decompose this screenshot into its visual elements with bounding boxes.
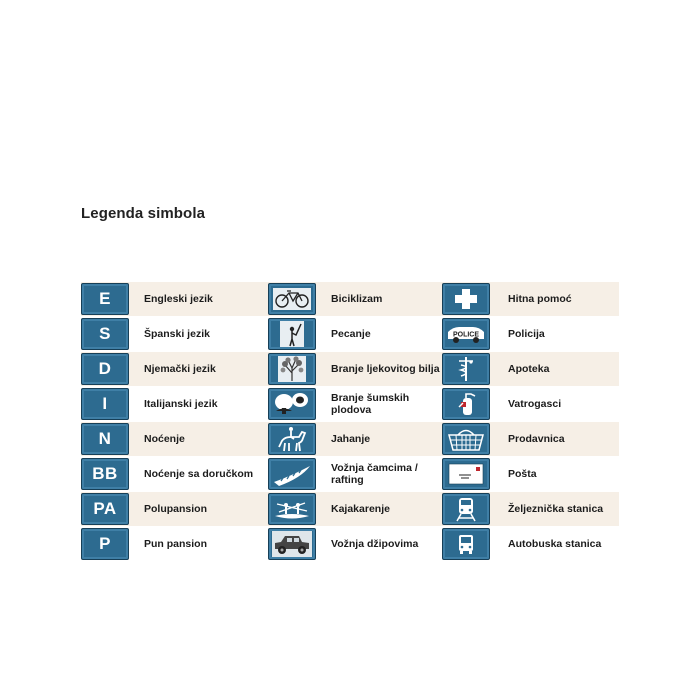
legend-label: Jahanje: [331, 433, 371, 445]
legend-label: Policija: [508, 328, 545, 340]
legend-label: Pecanje: [331, 328, 371, 340]
legend-row: [81, 282, 619, 316]
pharmacy-caduceus-icon: [442, 353, 490, 385]
page-title: Legenda simbola: [81, 205, 206, 222]
first-aid-cross-icon: [442, 283, 490, 315]
kayak-icon: [268, 493, 316, 525]
legend-label: Prodavnica: [508, 433, 565, 445]
legend-label: Italijanski jezik: [144, 398, 218, 410]
police-icon-text: POLICE: [452, 331, 480, 339]
code-letter: N: [98, 429, 112, 448]
legend-row: [81, 422, 619, 456]
code-letter: E: [99, 289, 111, 308]
code-letter: I: [102, 394, 108, 413]
code-letter: D: [98, 359, 112, 378]
language-code-tile: [81, 493, 129, 525]
legend-label: Branje šumskih plodova: [331, 392, 410, 416]
language-code-tile: [81, 283, 129, 315]
language-code-tile: [81, 423, 129, 455]
language-code-tile: [81, 458, 129, 490]
legend-item: [81, 422, 268, 456]
legend-item: [81, 282, 268, 316]
legend-item: [442, 387, 619, 421]
shopping-basket-icon: [442, 423, 490, 455]
train-icon: [442, 493, 490, 525]
legend-item: [268, 317, 442, 351]
legend-label: Apoteka: [508, 363, 550, 375]
language-code-tile: [81, 528, 129, 560]
legend-row: [81, 317, 619, 351]
legend-label: Vožnja džipovima: [331, 538, 419, 550]
envelope-icon: [442, 458, 490, 490]
police-car-icon: [442, 318, 490, 350]
legend-item: [268, 457, 442, 491]
code-letter: S: [99, 324, 111, 343]
legend-item: [268, 492, 442, 526]
legend-item: [442, 492, 619, 526]
code-letter: BB: [92, 464, 118, 483]
legend-row: [81, 457, 619, 491]
herb-plant-icon: [268, 353, 316, 385]
language-code-tile: [81, 318, 129, 350]
legend-label: Hitna pomoć: [508, 293, 572, 305]
fire-extinguisher-icon: [442, 388, 490, 420]
legend-item: [81, 457, 268, 491]
legend-label: Željeznička stanica: [508, 503, 604, 515]
legend-row: [81, 492, 619, 526]
fishing-icon: [268, 318, 316, 350]
legend-row: [81, 527, 619, 561]
legend-item: [442, 317, 619, 351]
jeep-icon: [268, 528, 316, 560]
language-code-tile: [81, 353, 129, 385]
legend-label: Noćenje: [144, 433, 185, 445]
legend-item: [81, 352, 268, 386]
legend-item: [81, 527, 268, 561]
code-letter: PA: [93, 499, 117, 518]
legend-label: Pun pansion: [144, 538, 207, 550]
legend-label: Autobuska stanica: [508, 538, 602, 550]
boat-icon: [268, 458, 316, 490]
legend-label: Polupansion: [144, 503, 207, 515]
legend-item: [442, 352, 619, 386]
legend-item: [442, 422, 619, 456]
legend-item: [268, 387, 442, 421]
legend-item: [81, 317, 268, 351]
legend-item: [81, 387, 268, 421]
mushroom-icon: [268, 388, 316, 420]
legend-label: Kajakarenje: [331, 503, 390, 515]
legend-label: Noćenje sa doručkom: [144, 468, 254, 480]
code-letter: P: [99, 534, 111, 553]
legend-label: Biciklizam: [331, 293, 383, 305]
legend-item: [442, 527, 619, 561]
language-code-tile: [81, 388, 129, 420]
legend-item: [442, 282, 619, 316]
legend-label: Engleski jezik: [144, 293, 213, 305]
legend-item: [268, 352, 442, 386]
legend-item: [268, 527, 442, 561]
legend-label: Vožnja čamcima / rafting: [331, 462, 418, 486]
legend-label: Njemački jezik: [144, 363, 216, 375]
legend-row: [81, 352, 619, 386]
bus-icon: [442, 528, 490, 560]
legend-label: Branje ljekovitog bilja: [331, 363, 440, 375]
legend-item: [81, 492, 268, 526]
legend-label: Španski jezik: [144, 328, 210, 340]
legend-label: Pošta: [508, 468, 537, 480]
legend-item: [268, 282, 442, 316]
legend-row: [81, 387, 619, 421]
bicycle-icon: [268, 283, 316, 315]
legend-item: [268, 422, 442, 456]
legend-label: Vatrogasci: [508, 398, 562, 410]
horse-rider-icon: [268, 423, 316, 455]
legend-item: [442, 457, 619, 491]
